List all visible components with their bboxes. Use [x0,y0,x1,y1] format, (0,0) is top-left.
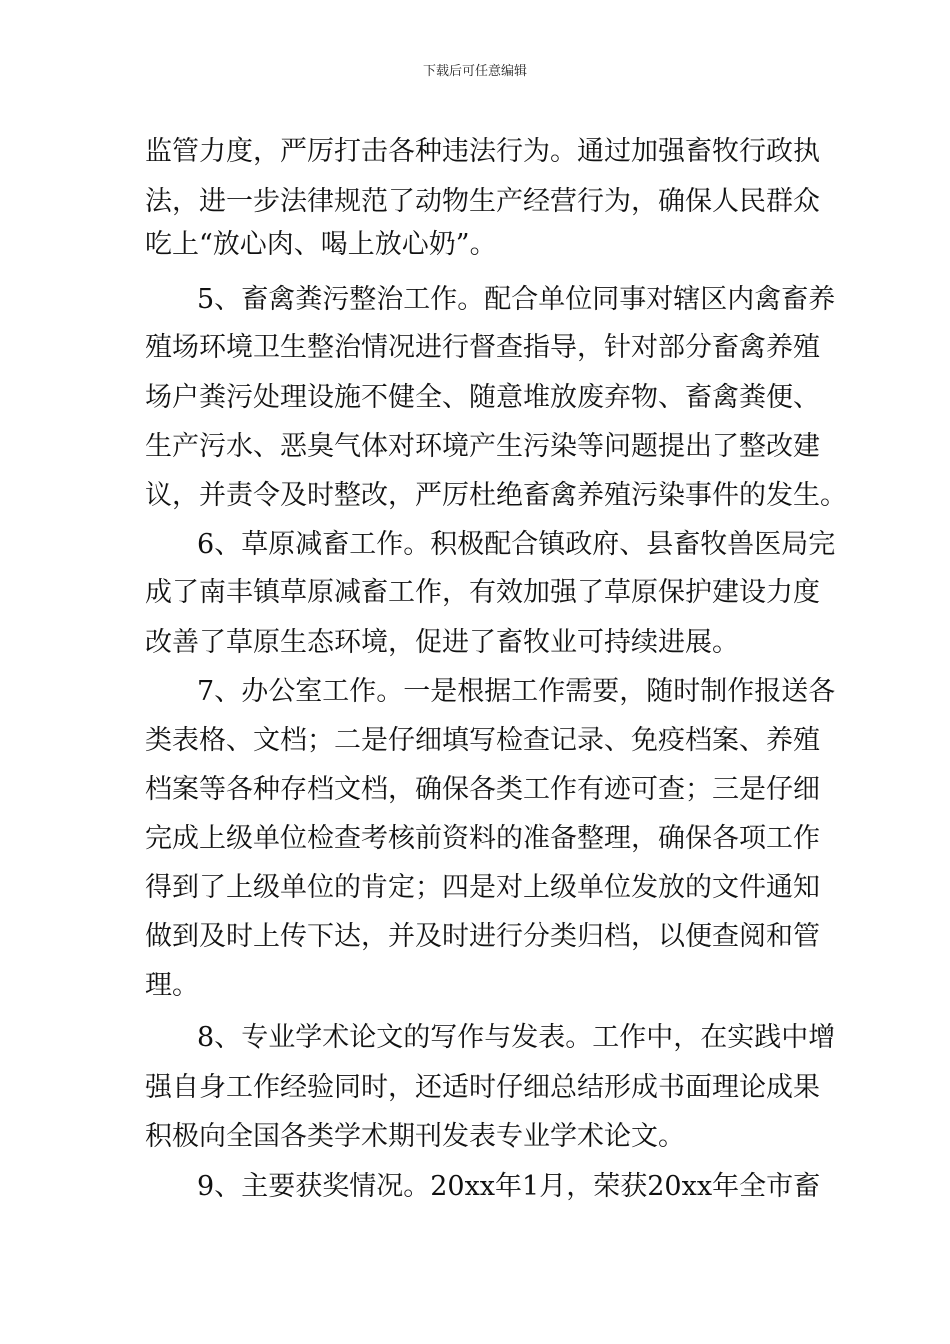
page-header-note: 下载后可任意编辑 [422,64,527,79]
text-line: 积极向全国各类学术期刊发表专业学术论文。 [145,1121,685,1152]
text-line: 完 成 上 级 单 位 检 查 考 核 前 资 料 的 准 备 整 理 ， 确 保 各 项 工 作 [145,823,820,854]
text-line: 做 到 及 时 上 传 下 达 ， 并 及 时 进 行 分 类 归 档 ， 以 便 查 阅 和 管 [145,921,820,952]
paragraph-7-first-line: 7 、 办 公 室 工 作 。 一 是 根 据 工 作 需 要 ， 随 时 制 作 报 送 各 [197,676,836,707]
text-line: 法 ， 进 一 步 法 律 规 范 了 动 物 生 产 经 营 行 为 ， 确 保 人 民 群 众 [145,186,820,217]
text-line: 强 自 身 工 作 经 验 同 时 ， 还 适 时 仔 细 总 结 形 成 书 面 理 论 成 果 [145,1072,820,1103]
text-line: 理。 [145,970,199,1001]
text-line: 监 管 力 度 ， 严 厉 打 击 各 种 违 法 行 为 。 通 过 加 强 畜 牧 行 政 执 [145,136,820,167]
paragraph-5-first-line: 5 、 畜 禽 粪 污 整 治 工 作 。 配 合 单 位 同 事 对 辖 区 内 禽 畜 养 [197,284,836,315]
text-line: 改善了草原生态环境，促进了畜牧业可持续进展。 [145,627,739,658]
text-line: 场 户 粪 污 处 理 设 施 不 健 全 、 随 意 堆 放 废 弃 物 、 畜 禽 粪 便 、 [145,382,820,413]
text-line: 议 ， 并 责 令 及 时 整 改 ， 严 厉 杜 绝 畜 禽 养 殖 污 染 事 件 的 发 生 。 [145,480,847,511]
text-line: 得 到 了 上 级 单 位 的 肯 定 ； 四 是 对 上 级 单 位 发 放 的 文 件 通 知 [145,872,820,903]
paragraph-8-first-line: 8 、 专 业 学 术 论 文 的 写 作 与 发 表 。 工 作 中 ， 在 实 践 中 增 [197,1022,836,1053]
paragraph-9-first-line: 9 、 主 要 获 奖 情 况 。 2 0 x x 年 1 月 ， 荣 获 2 0 x x 年 全 市 畜 [197,1171,821,1202]
text-line: 档 案 等 各 种 存 档 文 档 ， 确 保 各 类 工 作 有 迹 可 查 ； 三 是 仔 细 [145,774,820,805]
text-line: 殖 场 环 境 卫 生 整 治 情 况 进 行 督 查 指 导 ， 针 对 部 分 畜 禽 养 殖 [145,332,820,363]
text-line: 类 表 格 、 文 档 ； 二 是 仔 细 填 写 检 查 记 录 、 免 疫 档 案 、 养 殖 [145,725,820,756]
paragraph-6-first-line: 6 、 草 原 减 畜 工 作 。 积 极 配 合 镇 政 府 、 县 畜 牧 兽 医 局 完 [197,529,836,560]
text-line: 吃上“放心肉、喝上放心奶”。 [145,229,497,260]
text-line: 生 产 污 水 、 恶 臭 气 体 对 环 境 产 生 污 染 等 问 题 提 出 了 整 改 建 [145,431,820,462]
text-line: 成 了 南 丰 镇 草 原 减 畜 工 作 ， 有 效 加 强 了 草 原 保 护 建 设 力 度 [145,577,820,608]
